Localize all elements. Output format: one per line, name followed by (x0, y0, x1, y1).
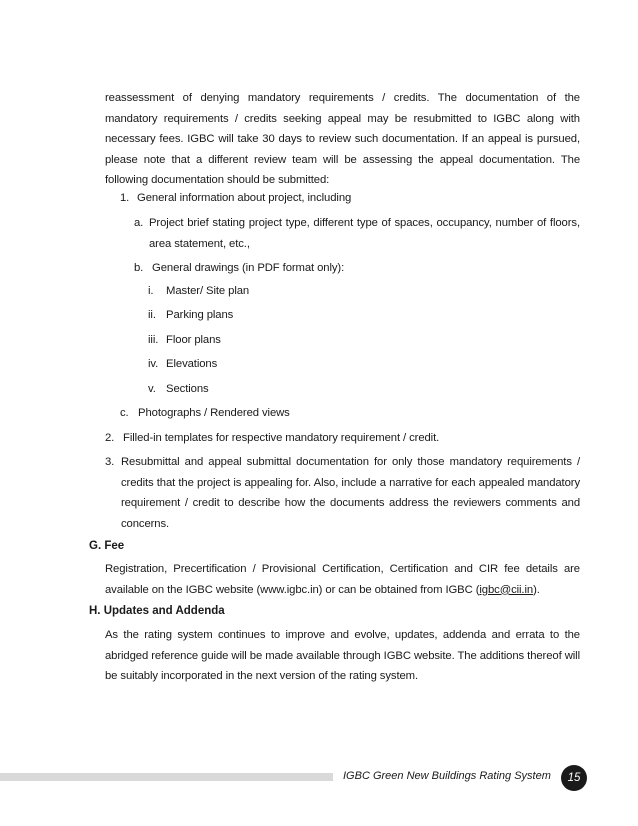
section-h-paragraph: As the rating system continues to improve and evolve, updates, addenda and errata to the abridged reference guide will be made available through IGBC website. The additions thereof will be suitably incorporated in the next version of the rating system. (105, 629, 580, 683)
list-item-1b-v (148, 379, 578, 400)
list-item-text: Sections (166, 383, 209, 395)
list-item-text: Filled-in templates for respective mandatory requirement / credit. (123, 432, 440, 444)
list-item-1 (120, 188, 580, 209)
list-marker: iii. (148, 334, 159, 346)
list-marker: ii. (148, 309, 156, 321)
list-item-1a (134, 213, 580, 254)
list-marker: 2. (105, 432, 115, 444)
section-h-heading: H. Updates and Addenda (89, 605, 225, 617)
footer-bar (0, 773, 333, 781)
list-item-1b-i (148, 281, 578, 302)
list-item-text: General drawings (in PDF format only): (152, 262, 345, 274)
section-g-text-end: ). (533, 583, 540, 596)
list-marker: v. (148, 383, 156, 395)
footer-title: IGBC Green New Buildings Rating System (343, 770, 551, 782)
list-item-1b (134, 258, 580, 279)
list-item-text: Parking plans (166, 309, 234, 321)
list-item-1b-ii (148, 305, 578, 326)
list-item-1c (120, 403, 580, 424)
list-item-text: Photographs / Rendered views (138, 407, 290, 419)
list-item-text: Project brief stating project type, different type of spaces, occupancy, number of floors, area statement, etc., (149, 217, 580, 250)
list-marker: 3. (105, 456, 115, 468)
list-item-1b-iii (148, 330, 578, 351)
email-link[interactable]: igbc@cii.in (479, 583, 534, 596)
section-g-heading: G. Fee (89, 540, 125, 552)
list-marker: 1. (120, 192, 130, 204)
list-item-text: Floor plans (166, 334, 221, 346)
list-item-text: Resubmittal and appeal submittal documentation for only those mandatory requirements / credits that the project is appealing for. Also, include a narrative for each appealed mandatory requirement / credit to describe how the documents address the reviewers comments and concerns. (121, 456, 580, 530)
intro-paragraph: reassessment of denying mandatory requirements / credits. The documentation of the mandatory requirements / credits seeking appeal may be resubmitted to IGBC along with necessary fees. IGBC will take 30 days to review such documentation. If an appeal is pursued, please note that a different review team will be assessing the appeal documentation. The following documentation should be submitted: (105, 92, 580, 187)
list-item-text: Master/ Site plan (166, 285, 250, 297)
list-item-2 (105, 428, 580, 449)
list-item-text: General information about project, including (137, 192, 352, 204)
section-g-text: Registration, Precertification / Provisional Certification, Certification and CIR fee details are available on the IGBC website (www.igbc.in) or can be obtained from IGBC ( (105, 563, 580, 596)
section-g-paragraph (105, 559, 580, 600)
list-marker: a. (134, 217, 144, 229)
page-number-badge: 15 (561, 765, 587, 791)
list-item-text: Elevations (166, 358, 218, 370)
list-marker: i. (148, 285, 154, 297)
list-item-1b-iv (148, 354, 578, 375)
list-item-3 (105, 452, 580, 534)
list-marker: b. (134, 262, 144, 274)
list-marker: iv. (148, 358, 159, 370)
list-marker: c. (120, 407, 129, 419)
